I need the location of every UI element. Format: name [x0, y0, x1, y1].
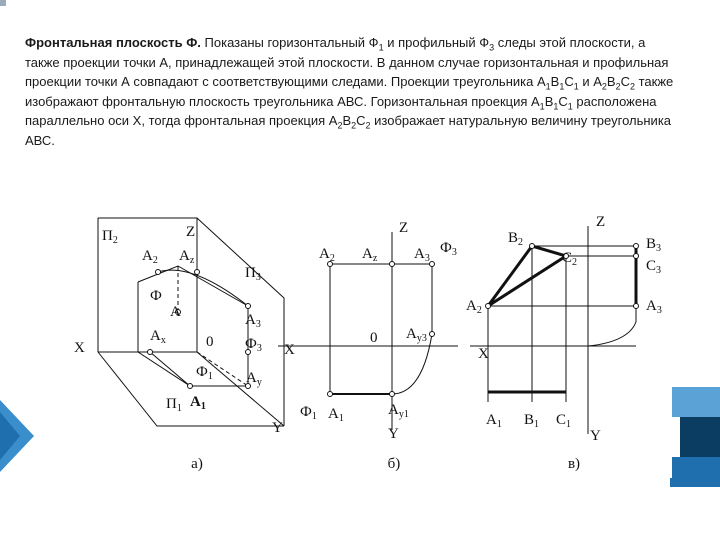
right-block-decoration — [670, 387, 720, 487]
text-run: С — [564, 74, 574, 89]
label: 1 — [207, 371, 213, 382]
label: 1 — [338, 413, 344, 424]
label: 1 — [311, 411, 317, 422]
label: 2 — [112, 235, 118, 246]
svg-text:Ф1 — [196, 364, 213, 382]
label: A — [142, 248, 153, 264]
svg-text:A3 — [414, 246, 430, 264]
label: 3 — [451, 247, 457, 258]
label: z — [372, 253, 378, 264]
svg-text:Z — [186, 224, 195, 240]
text-run: В — [544, 93, 554, 109]
label: B — [508, 230, 519, 246]
text-run: С — [356, 113, 366, 128]
panel-b-labels — [284, 220, 457, 442]
svg-text:A — [170, 304, 181, 320]
subscript: 1 — [573, 81, 579, 92]
label: y — [256, 377, 262, 388]
svg-text:Ф1 — [300, 404, 317, 422]
label: A — [388, 402, 399, 418]
svg-text:X — [284, 342, 295, 358]
label: A — [150, 328, 161, 344]
label: Ф — [440, 240, 452, 256]
svg-text:X — [478, 346, 489, 362]
svg-text:Y — [590, 428, 601, 444]
svg-text:Y — [272, 420, 283, 436]
label: Z — [186, 224, 196, 240]
svg-text:Ф3 — [440, 240, 457, 258]
text-run: и профильный Ф — [383, 35, 490, 50]
svg-text:Ay1 — [388, 402, 409, 420]
label: A — [245, 312, 256, 328]
panel-c — [470, 226, 636, 434]
svg-text:Z — [596, 214, 605, 230]
label: Y — [388, 426, 399, 442]
label: A — [246, 370, 257, 386]
svg-text:A3 — [646, 298, 662, 316]
label: 0 — [370, 330, 378, 346]
label: Ф — [150, 288, 162, 304]
caption-c: в) — [567, 456, 581, 472]
svg-text:0 — [206, 334, 214, 350]
label: A — [170, 304, 181, 320]
text-run: В — [606, 74, 616, 89]
text-run: С — [558, 93, 568, 109]
label: A — [646, 298, 657, 314]
label: A — [486, 412, 497, 428]
label: 1 — [496, 419, 502, 430]
label: 3 — [424, 253, 430, 264]
subscript: 1 — [553, 101, 559, 112]
svg-text:A2 — [466, 298, 482, 316]
label: x — [160, 335, 166, 346]
label: 2 — [572, 257, 578, 268]
caption-a: а) — [191, 456, 203, 472]
svg-text:X — [74, 340, 85, 356]
label: 3 — [656, 305, 662, 316]
subscript: 1 — [567, 101, 573, 112]
text-run: С — [620, 74, 630, 89]
label: A — [406, 326, 417, 342]
svg-text:A2 — [319, 246, 335, 264]
svg-text:A2 — [142, 248, 158, 266]
subscript: 2 — [615, 81, 621, 92]
svg-text:П1 — [166, 396, 182, 414]
label: 3 — [656, 265, 662, 276]
text-run: изображает натуральную величину треугольника АВС. — [25, 113, 672, 148]
svg-text:C2 — [562, 250, 577, 268]
svg-text:Ax — [150, 328, 166, 346]
label: z — [189, 255, 195, 266]
label: y3 — [416, 333, 427, 344]
label: B — [646, 236, 657, 252]
label: 3 — [255, 319, 261, 330]
subscript: 3 — [489, 42, 495, 53]
svg-text:A1 — [486, 412, 502, 430]
label: Y — [272, 420, 283, 436]
label: П — [102, 228, 113, 244]
subscript: 2 — [351, 120, 357, 131]
label: y1 — [398, 409, 409, 420]
label: 2 — [329, 253, 335, 264]
label: A — [319, 246, 330, 262]
label: 3 — [256, 343, 262, 354]
svg-text:A1 — [190, 394, 206, 412]
svg-text:A1 — [328, 406, 344, 424]
svg-text:Az — [362, 246, 378, 264]
label: A — [190, 394, 201, 410]
description-paragraph — [25, 33, 675, 150]
text-run: Показаны горизонтальный Ф — [200, 35, 379, 50]
svg-text:B3 — [646, 236, 661, 254]
svg-text:C1 — [556, 412, 571, 430]
label: Z — [596, 214, 606, 230]
svg-text:A3 — [245, 312, 261, 330]
text-run: следы этой плоскости, а также проекции точки А, принадлежащей этой плоскости. В данном случае горизонтальная и профильная проекции точки А совпадают с соответствующими следами. Проекции треугольника А — [25, 35, 669, 89]
svg-text:Ay — [246, 370, 262, 388]
label: A — [466, 298, 477, 314]
label: 0 — [206, 334, 214, 350]
label: A — [414, 246, 425, 262]
svg-text:Az — [179, 248, 195, 266]
label: 1 — [566, 419, 572, 430]
label: 2 — [476, 305, 482, 316]
label: Z — [399, 220, 409, 236]
corner-decoration — [0, 0, 6, 6]
subscript: 1 — [378, 42, 384, 53]
label: Y — [590, 428, 601, 444]
label: Ф — [196, 364, 208, 380]
label: A — [362, 246, 373, 262]
svg-text:Y — [388, 426, 399, 442]
label: 3 — [255, 272, 261, 283]
label: B — [524, 412, 535, 428]
svg-text:B2 — [508, 230, 523, 248]
svg-text:Ay3 — [406, 326, 427, 344]
panel-a-labels — [74, 224, 283, 436]
panel-c-triangle — [488, 246, 636, 392]
subscript: 1 — [559, 81, 565, 92]
subscript: 1 — [545, 81, 551, 92]
text-run: В — [342, 113, 352, 128]
label: X — [284, 342, 295, 358]
subscript: 2 — [601, 81, 607, 92]
projection-figure — [62, 202, 672, 478]
label: П — [245, 265, 256, 281]
svg-text:П3 — [245, 265, 261, 283]
label: C — [646, 258, 657, 274]
svg-text:Ф3 — [245, 336, 262, 354]
label: 2 — [518, 237, 524, 248]
svg-text:Z — [399, 220, 408, 236]
text-run: также изображают фронтальную плоскость треугольника АВС. Горизонтальная проекция А — [25, 74, 674, 109]
subscript: 1 — [539, 101, 545, 112]
label: 3 — [656, 243, 662, 254]
label: П — [166, 396, 177, 412]
subscript: 2 — [337, 120, 343, 131]
caption-b: б) — [387, 456, 401, 472]
label: X — [74, 340, 85, 356]
label: Ф — [245, 336, 257, 352]
subscript: 2 — [630, 81, 636, 92]
svg-text:П2 — [102, 228, 118, 246]
label: Ф — [300, 404, 312, 420]
svg-text:C3 — [646, 258, 661, 276]
text-run: расположена параллельно оси Х, тогда фронтальная проекция А — [25, 93, 657, 128]
label: C — [562, 250, 573, 266]
label: 1 — [534, 419, 540, 430]
text-run: В — [550, 74, 560, 89]
label: 1 — [200, 401, 206, 412]
label: 2 — [152, 255, 158, 266]
label: 1 — [176, 403, 182, 414]
heading-lead: Фронтальная плоскость Ф. — [25, 35, 201, 50]
left-arrow-decoration — [0, 400, 40, 472]
svg-text:B1 — [524, 412, 539, 430]
label: C — [556, 412, 567, 428]
subscript: 2 — [365, 120, 371, 131]
label: X — [478, 346, 489, 362]
label: A — [179, 248, 190, 264]
label: A — [328, 406, 339, 422]
svg-text:Ф — [150, 288, 162, 304]
text-run: и А — [578, 74, 602, 89]
svg-text:0 — [370, 330, 378, 346]
